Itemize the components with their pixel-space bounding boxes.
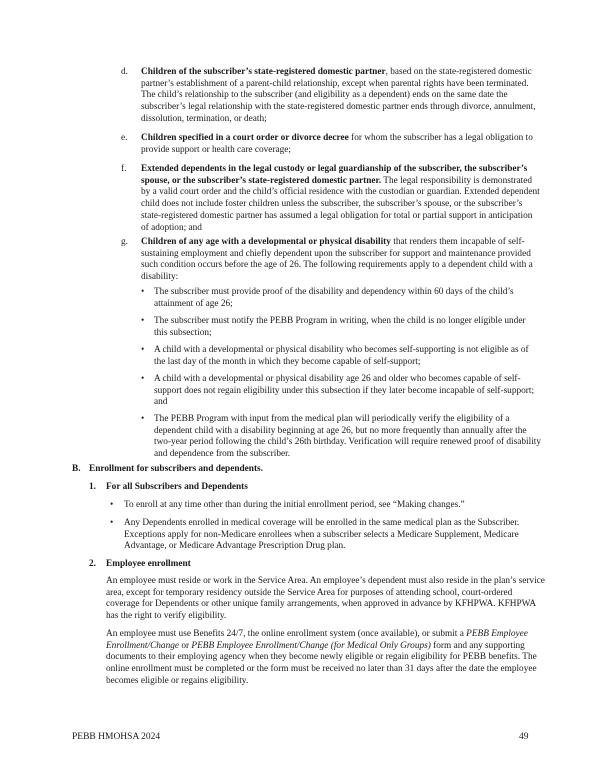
bullet-icon: • (141, 414, 145, 424)
disability-bullet: • A child with a developmental or physical disability who becomes self-supporting is not eligible as of the last day of the month in which they become capable of self-support; (141, 345, 529, 367)
item-text: for whom the subscriber has a legal obligation to provide support or health care coverage; (141, 133, 533, 155)
subsection-2-heading: 2. Employee enrollment (89, 559, 191, 569)
item-label: d. (121, 67, 128, 77)
section-b-heading: B. Enrollment for subscribers and dependents. (72, 464, 263, 474)
disability-bullet: • A child with a developmental or physical disability age 26 and older who becomes capable of self-support does not regain eligibility under this subsection if they later become incapable of self-support; and (141, 374, 535, 408)
item-label: g. (121, 237, 128, 247)
footer-page-number: 49 (519, 732, 529, 742)
item-heading: Extended dependents in the legal custody or legal guardianship of the subscriber, the subscriber’s spouse, or the subscriber’s state-registered domestic partner. (141, 164, 528, 186)
enrollment-bullet: • Any Dependents enrolled in medical coverage will be enrolled in the same medical plan as the Subscriber. Exceptions apply for non-Medicare enrollees when a subscriber selects a Medicare Supplement, Medicare Advantage, or Medicare Advantage Prescription Drug plan. (110, 518, 520, 552)
disability-bullet: • The subscriber must provide proof of the disability and dependency within 60 days of the child’s attainment of age 26; (141, 287, 514, 309)
item-label: e. (121, 133, 128, 143)
item-text: The legal responsibility is demonstrated by a valid court order and the child’s official residence with the custodian or guardian. Extended dependent child does not include foster children unless the subscriber, the subscriber’s spouse, or the subscriber’s state-registered domestic partner has assumed a legal obligation for total or partial support in anticipation of adoption; and (141, 175, 540, 233)
subsection-1-heading: 1. For all Subscribers and Dependents (89, 482, 248, 492)
form-name: PEBB Employee Enrollment/Change (for Medical Only Groups) (191, 640, 431, 651)
bullet-icon: • (110, 518, 114, 528)
item-label: f. (121, 164, 127, 174)
disability-bullet: • The subscriber must notify the PEBB Program in writing, when the child is no longer eligible under this subsection; (141, 316, 526, 338)
item-heading: Children of the subscriber’s state-registered domestic partner (141, 67, 386, 77)
bullet-icon: • (141, 287, 145, 297)
list-item-d (121, 67, 541, 126)
list-item-e (121, 133, 541, 156)
disability-bullet: • The PEBB Program with input from the medical plan will periodically verify the eligibility of a dependent child with a disability beginning at age 26, but no more frequently than annually after the two-year period following the child’s 26th birthday. Verification will require renewed proof of disability and dependence from the subscriber. (141, 414, 542, 460)
item-heading: Children of any age with a developmental or physical disability (141, 237, 391, 247)
bullet-icon: • (110, 500, 114, 510)
bullet-icon: • (141, 345, 145, 355)
item-heading: Children specified in a court order or divorce decree (141, 133, 349, 143)
form-name: PEBB Employee Enrollment/Change (106, 629, 528, 651)
bullet-icon: • (141, 316, 145, 326)
bullet-icon: • (141, 374, 145, 384)
list-item-g (121, 237, 541, 284)
enrollment-bullet: • To enroll at any time other than during the initial enrollment period, see “Making changes.” (110, 500, 465, 510)
employee-enrollment-paragraph-2: An employee must use Benefits 24/7, the online enrollment system (once available), or submit a PEBB Employee Enrollment/Change or PEBB Employee Enrollment/Change (for Medical Only Groups) form and any supporting documents to their employing agency when they become newly eligible or regain eligibility for PEBB benefits. The online enrollment must be completed or the form must be received no later than 31 days after the date the employee becomes eligible or regains eligibility. (106, 629, 537, 686)
item-text: that renders them incapable of self-sustaining employment and chiefly dependent upon the subscriber for support and maintenance provided such condition occurs before the age of 26. The following requirements apply to a dependent child with a disability: (141, 237, 533, 283)
employee-enrollment-paragraph-1: An employee must reside or work in the Service Area. An employee’s dependent must also reside in the plan’s service area, except for temporary residency outside the Service Area for purposes of attending school, court-ordered coverage for Dependents or other unique family arrangements, when approved in advance by KFHPWA. KFHPWA has the right to verify eligibility. (106, 576, 545, 622)
list-item-f (121, 164, 541, 234)
footer-document-title: PEBB HMOHSA 2024 (72, 732, 161, 742)
item-text: , based on the state-registered domestic partner’s establishment of a parent-child relationship, except when parental rights have been terminated. The child’s relationship to the subscriber (and eligibility as a dependent) ends on the same date the subscriber’s legal relationship with the state-registered domestic partner ends through divorce, annulment, dissolution, termination, or death; (141, 67, 536, 124)
